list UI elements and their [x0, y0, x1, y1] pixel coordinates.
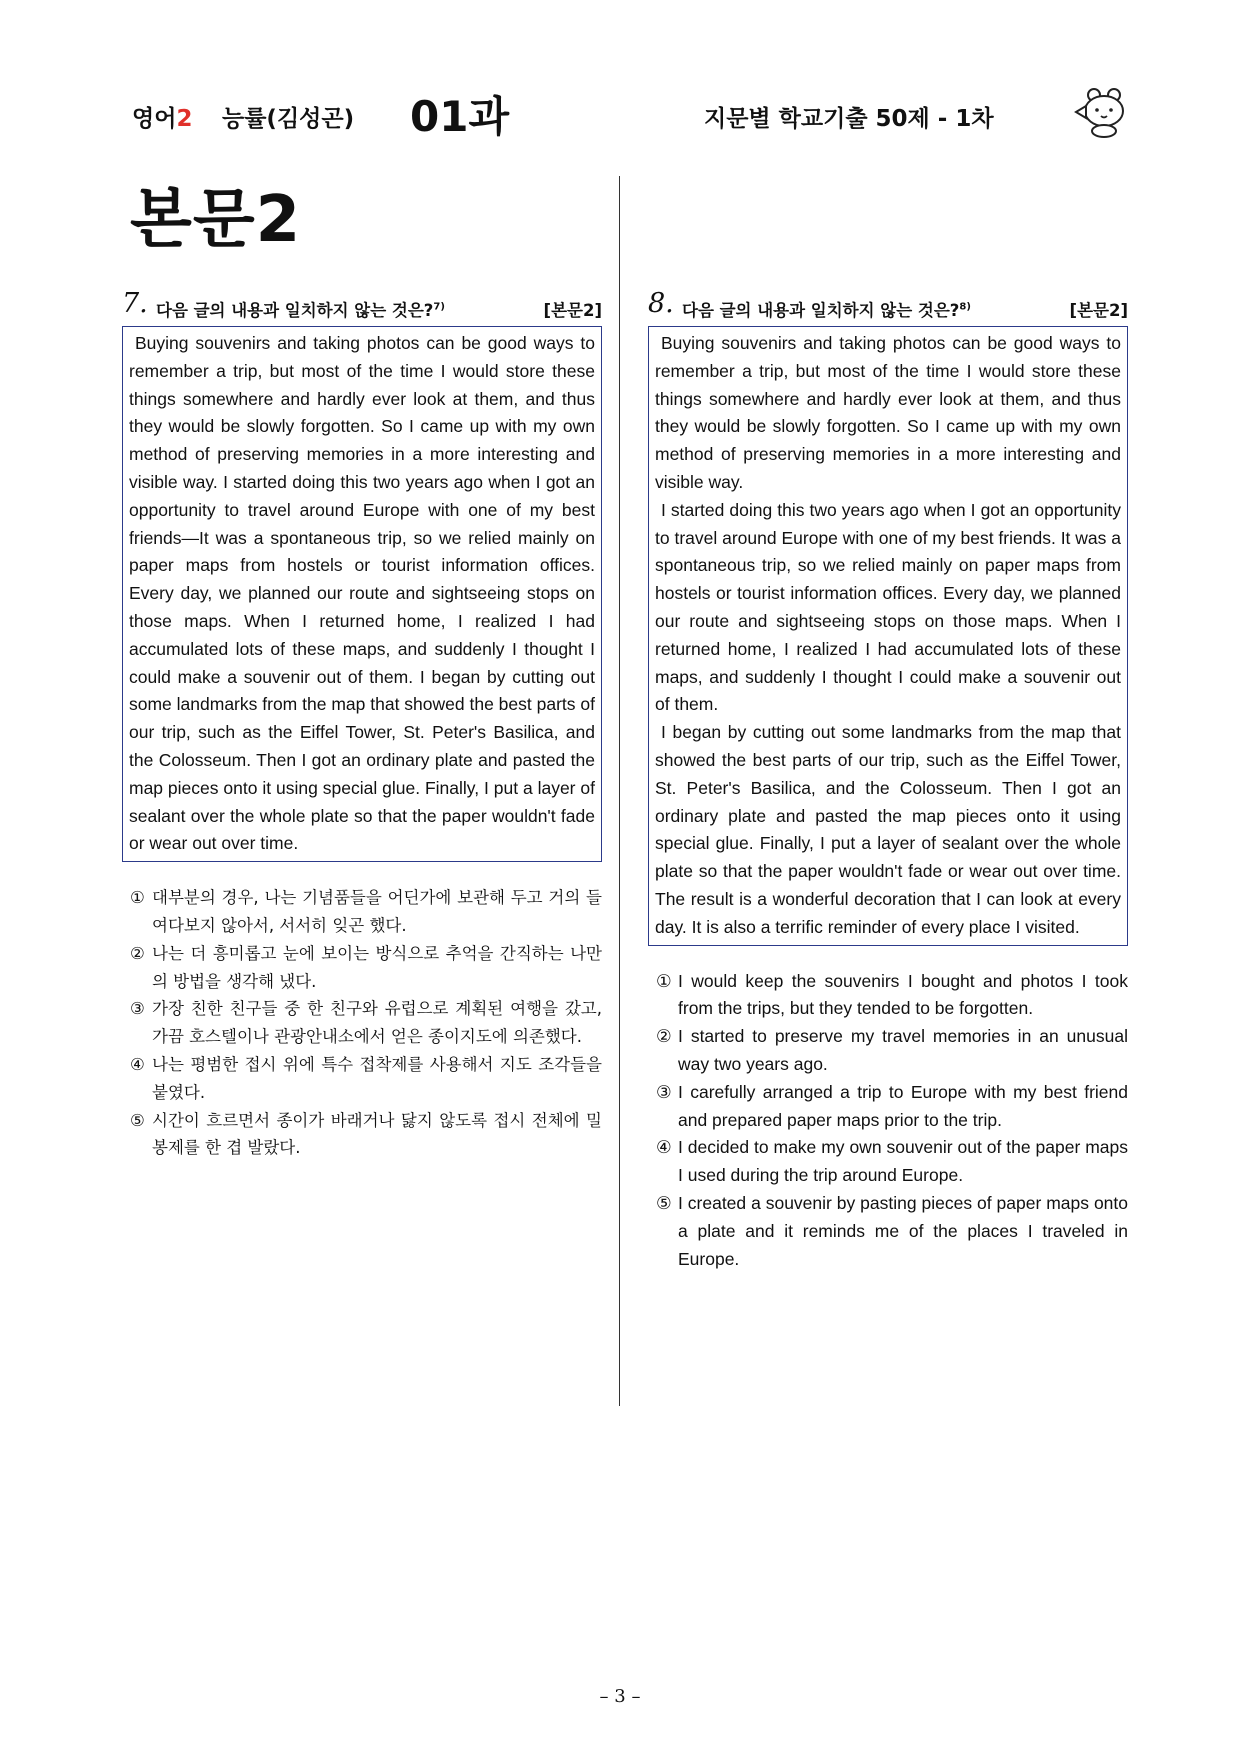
- option-1[interactable]: [132, 884, 602, 940]
- passage-paragraph: Buying souvenirs and taking photos can be good ways to remember a trip, but most of the time I would store these things somewhere and hardly ever look at them, and thus they would be slowly forgotten. So I came up with my own method of preserving memories in a more interesting and visible way. I started doing this two years ago when I got an opportunity to travel around Europe with one of my best friends—It was a spontaneous trip, so we relied mainly on paper maps from hostels or tourist information offices. Every day, we planned our route and sightseeing stops on those maps. When I returned home, I realized I had accumulated lots of these maps, and suddenly I thought I could make a souvenir out of them. I began by cutting out some landmarks from the map that showed the best parts of our trip, such as the Eiffel Tower, St. Peter's Basilica, and the Colosseum. Then I got an ordinary plate and pasted the map pieces onto it using special glue. Finally, I put a layer of sealant over the whole plate so that the paper wouldn't fade or wear out over time.: [129, 333, 595, 854]
- subject-label: [132, 100, 192, 133]
- passage-paragraph: I started doing this two years ago when I got an opportunity to travel around Europe with one of my best friends. It was a spontaneous trip, so we relied mainly on paper maps from hostels or tourist information offices. Every day, we planned our route and sightseeing stops on those maps. When I returned home, I realized I had accumulated lots of these maps, and suddenly I thought I could make a souvenir out of them.: [655, 499, 1121, 715]
- question-7-tag: [본문2]: [543, 301, 602, 320]
- question-7-passage: [122, 326, 602, 862]
- option-2[interactable]: [658, 1023, 1128, 1079]
- option-text: I started to preserve my travel memories in an unusual way two years ago.: [678, 1026, 1128, 1074]
- question-7-header: [122, 288, 602, 326]
- option-text: 대부분의 경우, 나는 기념품들을 어딘가에 보관해 두고 거의 들여다보지 않아서, 서서히 잊곤 했다.: [152, 888, 602, 935]
- question-7-number: 7.: [122, 288, 148, 319]
- publisher-label: 능률(김성곤): [222, 106, 355, 132]
- option-text: I created a souvenir by pasting pieces of paper maps onto a plate and it reminds me of the places I traveled in Europe.: [678, 1192, 1128, 1269]
- question-8-options: [648, 968, 1128, 1274]
- option-mark: ①: [130, 888, 145, 908]
- lesson-label: 01과: [410, 92, 510, 141]
- bear-mascot-icon: [1072, 86, 1128, 138]
- option-5[interactable]: [132, 1107, 602, 1163]
- section-title: 본문2: [130, 183, 302, 257]
- passage-paragraph: Buying souvenirs and taking photos can be good ways to remember a trip, but most of the time I would store these things somewhere and hardly ever look at them, and thus they would be slowly forgotten. So I came up with my own method of preserving memories in a more interesting and visible way.: [655, 333, 1121, 492]
- option-text: 시간이 흐르면서 종이가 바래거나 닳지 않도록 접시 전체에 밀봉제를 한 겹 발랐다.: [152, 1110, 602, 1158]
- page-number: – 3 –: [599, 1686, 641, 1707]
- option-text: 가장 친한 친구들 중 한 친구와 유럽으로 계획된 여행을 갔고, 가끔 호스텔이나 관광안내소에서 얻은 종이지도에 의존했다.: [152, 999, 602, 1047]
- question-8-footnote: 8): [959, 301, 971, 313]
- option-mark: ①: [656, 970, 672, 991]
- option-5[interactable]: [658, 1190, 1128, 1273]
- option-text: I carefully arranged a trip to Europe with my best friend and prepared paper maps prior to the trip.: [678, 1081, 1128, 1130]
- subject-number: 2: [176, 106, 193, 132]
- question-7-options: [122, 884, 602, 1162]
- column-divider: [619, 176, 620, 1406]
- option-mark: ③: [656, 1081, 672, 1102]
- question-8-header: [648, 288, 1128, 326]
- passage-paragraph: I began by cutting out some landmarks from the map that showed the best parts of our trip, such as the Eiffel Tower, St. Peter's Basilica, and the Colosseum. Then I got an ordinary plate and pasted the map pieces onto it using special glue. Finally, I put a layer of sealant over the whole plate so that the paper wouldn't fade or wear out over time. The result is a wonderful decoration that I can look at every day. It is also a terrific reminder of every place I visited.: [655, 722, 1121, 937]
- question-7-footnote: 7): [433, 301, 445, 313]
- option-2[interactable]: [132, 940, 602, 996]
- option-3[interactable]: [132, 995, 602, 1051]
- option-mark: ⑤: [130, 1110, 145, 1130]
- option-mark: ②: [656, 1026, 672, 1047]
- option-mark: ②: [130, 943, 145, 963]
- question-8-passage: [648, 326, 1128, 946]
- question-8: [648, 288, 1128, 1273]
- option-mark: ④: [130, 1054, 145, 1074]
- worksheet-title: 지문별 학교기출 50제 - 1차: [704, 106, 994, 132]
- option-4[interactable]: [132, 1051, 602, 1107]
- option-text: I decided to make my own souvenir out of the paper maps I used during the trip around Europe.: [678, 1137, 1128, 1186]
- subject-text: 영어: [132, 106, 177, 132]
- question-8-number: 8.: [648, 288, 674, 319]
- option-text: 나는 더 흥미롭고 눈에 보이는 방식으로 추억을 간직하는 나만의 방법을 생각해 냈다.: [152, 943, 602, 991]
- option-text: 나는 평범한 접시 위에 특수 접착제를 사용해서 지도 조각들을 붙였다.: [152, 1054, 602, 1102]
- question-8-prompt: [682, 297, 971, 321]
- question-7-prompt: [156, 297, 445, 321]
- question-8-prompt-text: 다음 글의 내용과 일치하지 않는 것은?: [682, 301, 960, 320]
- question-7: [122, 288, 602, 1162]
- page-header: [132, 78, 1127, 148]
- question-7-prompt-text: 다음 글의 내용과 일치하지 않는 것은?: [156, 301, 434, 320]
- option-text: I would keep the souvenirs I bought and photos I took from the trips, but they tended to be forgotten.: [678, 970, 1128, 1019]
- option-3[interactable]: [658, 1079, 1128, 1135]
- option-mark: ⑤: [656, 1192, 672, 1213]
- option-mark: ③: [130, 999, 145, 1019]
- option-4[interactable]: [658, 1134, 1128, 1190]
- option-1[interactable]: [658, 968, 1128, 1024]
- option-mark: ④: [656, 1137, 672, 1158]
- question-8-tag: [본문2]: [1069, 301, 1128, 320]
